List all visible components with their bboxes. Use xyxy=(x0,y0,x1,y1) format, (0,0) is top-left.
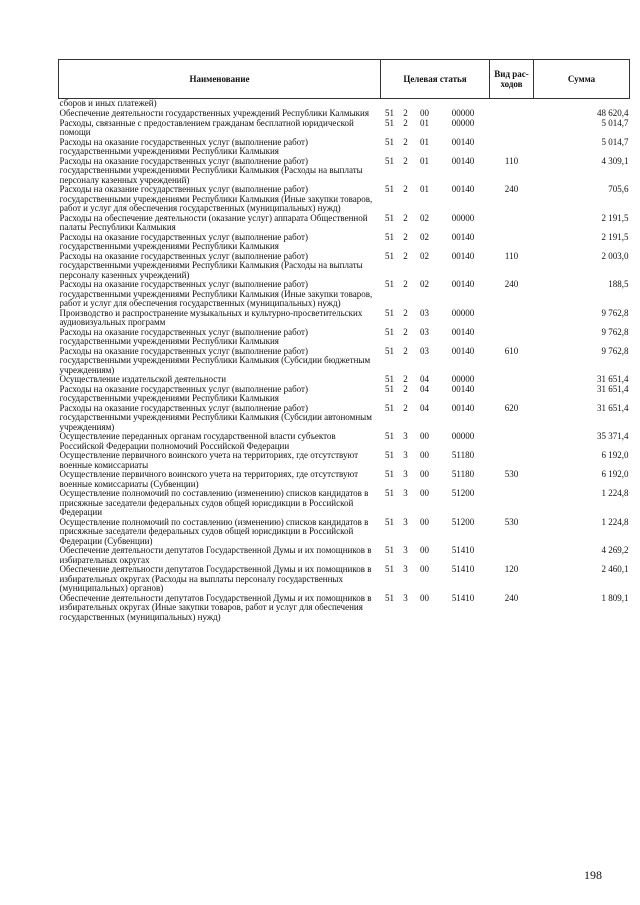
row-sum: 1 224,8 xyxy=(601,488,629,498)
row-code-2: 2 xyxy=(403,307,408,318)
row-name: Расходы, связанные с предоставлением гражданам бесплатной юридической помощи xyxy=(59,117,354,137)
row-expense-type xyxy=(490,375,534,385)
row-code-3: 02 xyxy=(420,250,429,261)
row-code-1: 51 xyxy=(385,516,394,527)
row-code-4: 51200 xyxy=(451,516,475,527)
row-code-2: 2 xyxy=(403,250,408,261)
table-row xyxy=(59,404,630,433)
row-code-2: 2 xyxy=(403,108,408,118)
header-expense-type: Вид рас-ходов xyxy=(490,60,534,99)
row-code-2: 2 xyxy=(403,402,408,413)
table-row xyxy=(59,214,630,233)
row-code-4: 51410 xyxy=(451,545,475,555)
row-code-3: 01 xyxy=(420,184,429,194)
table-row xyxy=(59,451,630,470)
row-code-3: 03 xyxy=(420,345,429,356)
row-sum: 6 192,0 xyxy=(601,469,629,479)
row-name: Осуществление полномочий по составлению (изменению) списков кандидатов в присяжные заседатели федеральных судов общей юрисдикции в Российской Федерации xyxy=(59,488,369,517)
row-code-2: 3 xyxy=(403,592,408,603)
row-name: Обеспечение деятельности государственных учреждений Республики Калмыкия xyxy=(59,108,369,118)
row-code-4: 51180 xyxy=(451,469,475,479)
row-code-2: 2 xyxy=(403,374,408,384)
row-code-3: 02 xyxy=(420,231,429,242)
row-sum: 2 191,5 xyxy=(601,212,629,223)
row-name: Расходы на оказание государственных услуг (выполнение работ) государственными учреждениями Республики Калмыкия (Иные закупки товаров, работ и услуг для обеспечения государственных (муниципальных) нужд) xyxy=(59,279,373,308)
row-code-2: 2 xyxy=(403,231,408,242)
row-code-1: 51 xyxy=(385,250,394,261)
row-code-4: 00000 xyxy=(451,212,475,223)
row-code-2: 2 xyxy=(403,184,408,194)
row-sum: 1 809,1 xyxy=(601,592,629,603)
row-code-4: 00140 xyxy=(451,231,475,242)
page-number: 198 xyxy=(584,868,602,882)
row-sum: 31 651,4 xyxy=(597,374,629,384)
row-code-3: 04 xyxy=(420,374,429,384)
row-code-1: 51 xyxy=(385,564,394,574)
row-name: Расходы на оказание государственных услуг (выполнение работ) государственными учреждениями Республики Калмыкия (Расходы на выплаты персоналу казенных учреждений) xyxy=(59,155,363,185)
row-sum: 188,5 xyxy=(608,279,629,289)
row-expense-type xyxy=(490,546,534,565)
row-name: Обеспечение деятельности депутатов Государственной Думы и их помощников в избирательных округах (Расходы на выплаты персоналу государственных (муниципальных) органов) xyxy=(59,564,372,593)
table-row xyxy=(59,138,630,157)
row-code-3: 00 xyxy=(420,592,429,603)
row-expense-type: 610 xyxy=(504,345,519,356)
table-row xyxy=(59,328,630,347)
table-row xyxy=(59,385,630,404)
row-code-3: 03 xyxy=(420,307,429,318)
row-sum: 5 014,7 xyxy=(601,117,629,128)
row-code-1: 51 xyxy=(385,431,394,441)
table-row xyxy=(59,233,630,252)
row-expense-type: 530 xyxy=(504,516,519,527)
header-target-article: Целевая статья xyxy=(381,60,490,99)
row-expense-type xyxy=(490,489,534,518)
table-row xyxy=(59,470,630,489)
table-row xyxy=(59,119,630,138)
row-code-4: 00000 xyxy=(451,307,475,318)
row-code-1: 51 xyxy=(385,488,394,498)
row-sum: 2 460,1 xyxy=(601,564,629,574)
row-sum: 4 309,1 xyxy=(601,155,629,166)
row-sum: 35 371,4 xyxy=(597,431,629,441)
row-code-3: 02 xyxy=(420,279,429,289)
row-expense-type: 240 xyxy=(504,279,519,289)
row-name: Осуществление переданных органам государственной власти субъектов Российской Федерации полномочий Российской Федерации xyxy=(59,431,336,451)
row-code-4: 00140 xyxy=(451,155,475,166)
row-code-2: 3 xyxy=(403,450,408,460)
table-row xyxy=(59,565,630,594)
row-code-4: 00140 xyxy=(451,326,475,337)
row-code-2: 3 xyxy=(403,516,408,527)
row-code-4: 00140 xyxy=(451,250,475,261)
row-expense-type xyxy=(490,432,534,451)
row-code-1: 51 xyxy=(385,469,394,479)
row-sum: 1 224,8 xyxy=(601,516,629,527)
row-code-1: 51 xyxy=(385,212,394,223)
row-expense-type xyxy=(490,328,534,347)
row-code-4: 51410 xyxy=(451,564,475,574)
table-row xyxy=(59,432,630,451)
row-code-2: 2 xyxy=(403,117,408,128)
row-code-4: 00140 xyxy=(451,383,475,394)
row-code-4: 00140 xyxy=(451,136,475,147)
row-code-3: 01 xyxy=(420,136,429,147)
row-code-3: 00 xyxy=(420,469,429,479)
row-code-3: 01 xyxy=(420,155,429,166)
row-sum: 2 003,0 xyxy=(601,250,629,261)
row-code-3: 00 xyxy=(420,516,429,527)
table-header-row xyxy=(59,60,630,99)
row-name: Расходы на оказание государственных услуг (выполнение работ) государственными учреждениями Республики Калмыкия xyxy=(59,136,308,156)
row-code-1: 51 xyxy=(385,155,394,166)
row-expense-type xyxy=(490,214,534,233)
row-code-3: 00 xyxy=(420,488,429,498)
row-code-3: 00 xyxy=(420,450,429,460)
row-code-1: 51 xyxy=(385,326,394,337)
row-code-2: 3 xyxy=(403,431,408,441)
row-name: Обеспечение деятельности депутатов Государственной Думы и их помощников в избирательных округах (Иные закупки товаров, работ и услуг для обеспечения государственных (муниципальных) нужд) xyxy=(59,592,372,622)
row-code-1: 51 xyxy=(385,136,394,147)
carryover-text: сборов и иных платежей) xyxy=(59,98,157,108)
row-code-2: 2 xyxy=(403,383,408,394)
row-sum: 9 762,8 xyxy=(601,326,629,337)
row-code-4: 00140 xyxy=(451,279,475,289)
row-sum: 5 014,7 xyxy=(601,136,629,147)
row-sum: 4 269,2 xyxy=(601,545,629,555)
row-sum: 9 762,8 xyxy=(601,345,629,356)
row-code-4: 51410 xyxy=(451,592,475,603)
row-code-2: 2 xyxy=(403,212,408,223)
row-code-3: 01 xyxy=(420,117,429,128)
row-code-2: 2 xyxy=(403,136,408,147)
row-expense-type: 240 xyxy=(504,184,519,194)
table-row xyxy=(59,157,630,186)
row-name: Расходы на оказание государственных услуг (выполнение работ) государственными учреждениями Республики Калмыкия (Субсидии автономным учреждениям) xyxy=(59,402,372,432)
row-code-2: 3 xyxy=(403,469,408,479)
row-name: Осуществление издательской деятельности xyxy=(59,374,227,384)
table-row xyxy=(59,594,630,623)
row-expense-type xyxy=(490,385,534,404)
row-name: Осуществление первичного воинского учета на территориях, где отсутствуют военные комиссариаты xyxy=(59,450,359,470)
row-sum: 705,6 xyxy=(608,184,629,194)
row-name: Расходы на оказание государственных услуг (выполнение работ) государственными учреждениями Республики Калмыкия xyxy=(59,326,308,346)
row-code-1: 51 xyxy=(385,231,394,242)
row-code-4: 51180 xyxy=(451,450,475,460)
row-code-2: 3 xyxy=(403,545,408,555)
row-code-1: 51 xyxy=(385,374,394,384)
row-code-4: 00000 xyxy=(451,108,475,118)
row-code-1: 51 xyxy=(385,545,394,555)
row-expense-type xyxy=(490,138,534,157)
row-code-2: 2 xyxy=(403,279,408,289)
table-row xyxy=(59,347,630,376)
row-code-1: 51 xyxy=(385,184,394,194)
row-code-1: 51 xyxy=(385,117,394,128)
row-expense-type: 530 xyxy=(504,469,519,479)
row-code-2: 3 xyxy=(403,564,408,574)
row-name: Расходы на оказание государственных услуг (выполнение работ) государственными учреждениями Республики Калмыкия (Субсидии бюджетным учреждениям) xyxy=(59,345,371,375)
row-name: Производство и распространение музыкальных и культурно-просветительских аудиовизуальных программ xyxy=(59,307,363,327)
table-row xyxy=(59,309,630,328)
row-code-1: 51 xyxy=(385,592,394,603)
row-name: Обеспечение деятельности депутатов Государственной Думы и их помощников в избирательных округах xyxy=(59,545,372,565)
row-expense-type xyxy=(490,451,534,470)
row-name: Осуществление первичного воинского учета на территориях, где отсутствуют военные комиссариаты (Субвенции) xyxy=(59,469,359,489)
row-code-1: 51 xyxy=(385,307,394,318)
row-name: Расходы на оказание государственных услуг (выполнение работ) государственными учреждениями Республики Калмыкия xyxy=(59,231,308,251)
row-code-1: 51 xyxy=(385,402,394,413)
row-name: Расходы на оказание государственных услуг (выполнение работ) государственными учреждениями Республики Калмыкия (Иные закупки товаров, работ и услуг для обеспечения государственных (муниципальных) нужд) xyxy=(59,184,373,213)
row-sum: 2 191,5 xyxy=(601,231,629,242)
row-expense-type: 110 xyxy=(504,155,519,166)
row-code-3: 00 xyxy=(420,545,429,555)
row-name: Расходы на оказание государственных услуг (выполнение работ) государственными учреждениями Республики Калмыкия xyxy=(59,383,308,403)
table-row xyxy=(59,280,630,309)
row-expense-type xyxy=(490,119,534,138)
row-code-1: 51 xyxy=(385,279,394,289)
row-code-3: 04 xyxy=(420,402,429,413)
row-expense-type: 120 xyxy=(504,564,519,574)
row-name: Осуществление полномочий по составлению (изменению) списков кандидатов в присяжные заседатели федеральных судов общей юрисдикции в Российской Федерации (Субвенции) xyxy=(59,516,369,546)
table-row xyxy=(59,546,630,565)
header-sum: Сумма xyxy=(534,60,630,99)
budget-table xyxy=(58,59,630,622)
table-row xyxy=(59,518,630,547)
row-code-3: 02 xyxy=(420,212,429,223)
row-code-1: 51 xyxy=(385,345,394,356)
row-sum: 31 651,4 xyxy=(597,402,629,413)
row-code-3: 00 xyxy=(420,431,429,441)
row-code-1: 51 xyxy=(385,383,394,394)
row-code-3: 00 xyxy=(420,108,429,118)
row-code-4: 51200 xyxy=(451,488,475,498)
row-code-1: 51 xyxy=(385,450,394,460)
row-code-4: 00000 xyxy=(451,117,475,128)
table-row xyxy=(59,252,630,281)
row-expense-type xyxy=(490,109,534,119)
row-code-2: 2 xyxy=(403,326,408,337)
row-code-4: 00000 xyxy=(451,431,475,441)
row-sum: 6 192,0 xyxy=(601,450,629,460)
row-code-3: 04 xyxy=(420,383,429,394)
row-sum: 9 762,8 xyxy=(601,307,629,318)
row-code-2: 2 xyxy=(403,155,408,166)
row-code-2: 3 xyxy=(403,488,408,498)
row-expense-type: 620 xyxy=(504,402,519,413)
row-name: Расходы на обеспечение деятельности (оказание услуг) аппарата Общественной палаты Республики Калмыкия xyxy=(59,212,368,232)
row-expense-type: 110 xyxy=(504,250,519,261)
row-expense-type xyxy=(490,309,534,328)
row-expense-type: 240 xyxy=(504,592,519,603)
row-code-1: 51 xyxy=(385,108,394,118)
row-sum: 31 651,4 xyxy=(597,383,629,394)
row-code-2: 2 xyxy=(403,345,408,356)
row-code-4: 00000 xyxy=(451,374,475,384)
row-expense-type xyxy=(490,233,534,252)
row-code-3: 03 xyxy=(420,326,429,337)
row-sum: 48 620,4 xyxy=(597,108,629,118)
row-name: Расходы на оказание государственных услуг (выполнение работ) государственными учреждениями Республики Калмыкия (Расходы на выплаты персоналу казенных учреждений) xyxy=(59,250,363,280)
header-name: Наименование xyxy=(59,60,381,99)
row-code-4: 00140 xyxy=(451,402,475,413)
table-row xyxy=(59,185,630,214)
table-row xyxy=(59,489,630,518)
row-code-3: 00 xyxy=(420,564,429,574)
row-code-4: 00140 xyxy=(451,345,475,356)
row-code-4: 00140 xyxy=(451,184,475,194)
